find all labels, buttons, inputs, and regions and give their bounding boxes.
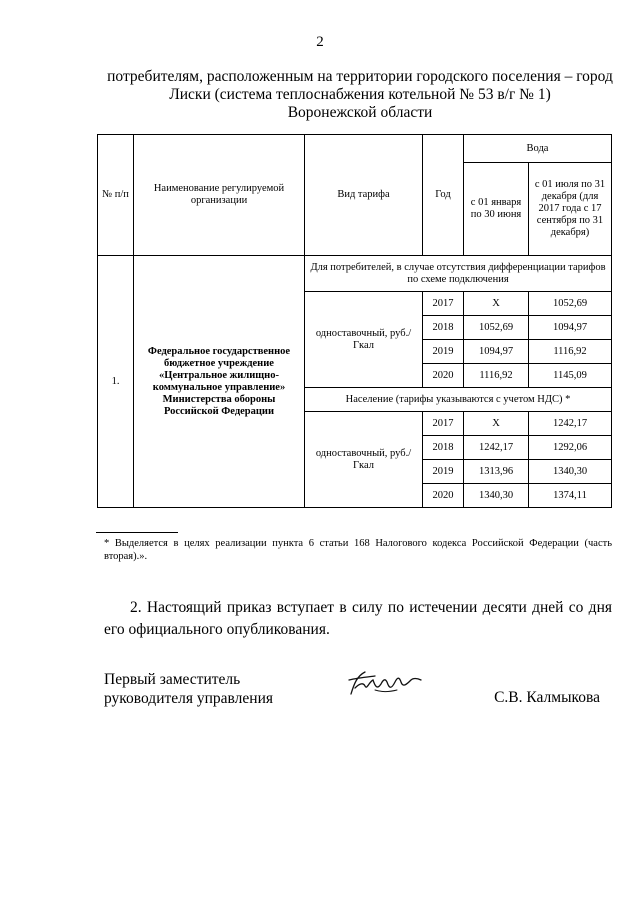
table-cell-period-2: 1292,06 xyxy=(529,436,612,460)
section-1-tariff-type: одноставочный, руб./Гкал xyxy=(305,292,423,388)
tariff-table xyxy=(97,134,612,508)
table-cell-period-1: Х xyxy=(464,292,529,316)
table-cell-year: 2020 xyxy=(423,484,464,508)
header-org: Наименование регулируемой организации xyxy=(134,135,305,256)
footnote-separator xyxy=(96,532,178,533)
table-cell-year: 2019 xyxy=(423,460,464,484)
table-cell-period-1: 1340,30 xyxy=(464,484,529,508)
section-1-title: Для потребителей, в случае отсутствия дифференциации тарифов по схеме подключения xyxy=(305,256,612,292)
table-cell-period-1: 1242,17 xyxy=(464,436,529,460)
title-line-2: Лиски (система теплоснабжения котельной № 53 в/г № 1) xyxy=(169,86,551,103)
table-cell-year: 2020 xyxy=(423,364,464,388)
table-cell-year: 2019 xyxy=(423,340,464,364)
handwritten-signature-icon xyxy=(345,668,425,702)
table-cell-year: 2017 xyxy=(423,412,464,436)
table-cell-period-1: 1116,92 xyxy=(464,364,529,388)
table-cell-period-1: 1313,96 xyxy=(464,460,529,484)
organization-name: Федеральное государственное бюджетное учреждение «Центральное жилищно-коммунальное управление» Министерства обороны Российской Федерации xyxy=(134,256,305,508)
page-number: 2 xyxy=(316,34,324,50)
table-cell-period-2: 1145,09 xyxy=(529,364,612,388)
table-cell-period-1: 1094,97 xyxy=(464,340,529,364)
header-water: Вода xyxy=(464,135,612,163)
table-cell-year: 2018 xyxy=(423,316,464,340)
table-cell-period-2: 1116,92 xyxy=(529,340,612,364)
order-paragraph: 2. Настоящий приказ вступает в силу по истечении десяти дней со дня его официального опубликования. xyxy=(104,599,612,638)
title-line-1: потребителям, расположенным на территории городского поселения – город xyxy=(107,68,613,85)
table-cell-period-2: 1052,69 xyxy=(529,292,612,316)
signatory-position-line-2: руководителя управления xyxy=(104,690,274,707)
table-cell-year: 2017 xyxy=(423,292,464,316)
table-cell-period-2: 1374,11 xyxy=(529,484,612,508)
table-cell-period-1: 1052,69 xyxy=(464,316,529,340)
row-number: 1. xyxy=(98,256,134,508)
footnote: * Выделяется в целях реализации пункта 6 статьи 168 Налогового кодекса Российской Федерации (часть вторая).». xyxy=(104,538,612,562)
table-cell-year: 2018 xyxy=(423,436,464,460)
header-period-1: с 01 января по 30 июня xyxy=(464,163,529,256)
header-year: Год xyxy=(423,135,464,256)
section-2-tariff-type: одноставочный, руб./Гкал xyxy=(305,412,423,508)
table-cell-period-2: 1094,97 xyxy=(529,316,612,340)
section-2-title: Население (тарифы указываются с учетом НДС) * xyxy=(305,388,612,412)
header-tariff-type: Вид тарифа xyxy=(305,135,423,256)
signatory-position xyxy=(104,670,273,708)
table-cell-period-2: 1340,30 xyxy=(529,460,612,484)
table-cell-period-1: Х xyxy=(464,412,529,436)
table-cell-period-2: 1242,17 xyxy=(529,412,612,436)
signatory-name: С.В. Калмыкова xyxy=(494,689,600,706)
title-line-3: Воронежской области xyxy=(287,104,433,121)
document-title xyxy=(100,68,620,122)
header-num: № п/п xyxy=(98,135,134,256)
signatory-position-line-1: Первый заместитель xyxy=(104,671,241,688)
header-period-2: с 01 июля по 31 декабря (для 2017 года с 17 сентября по 31 декабря) xyxy=(529,163,612,256)
